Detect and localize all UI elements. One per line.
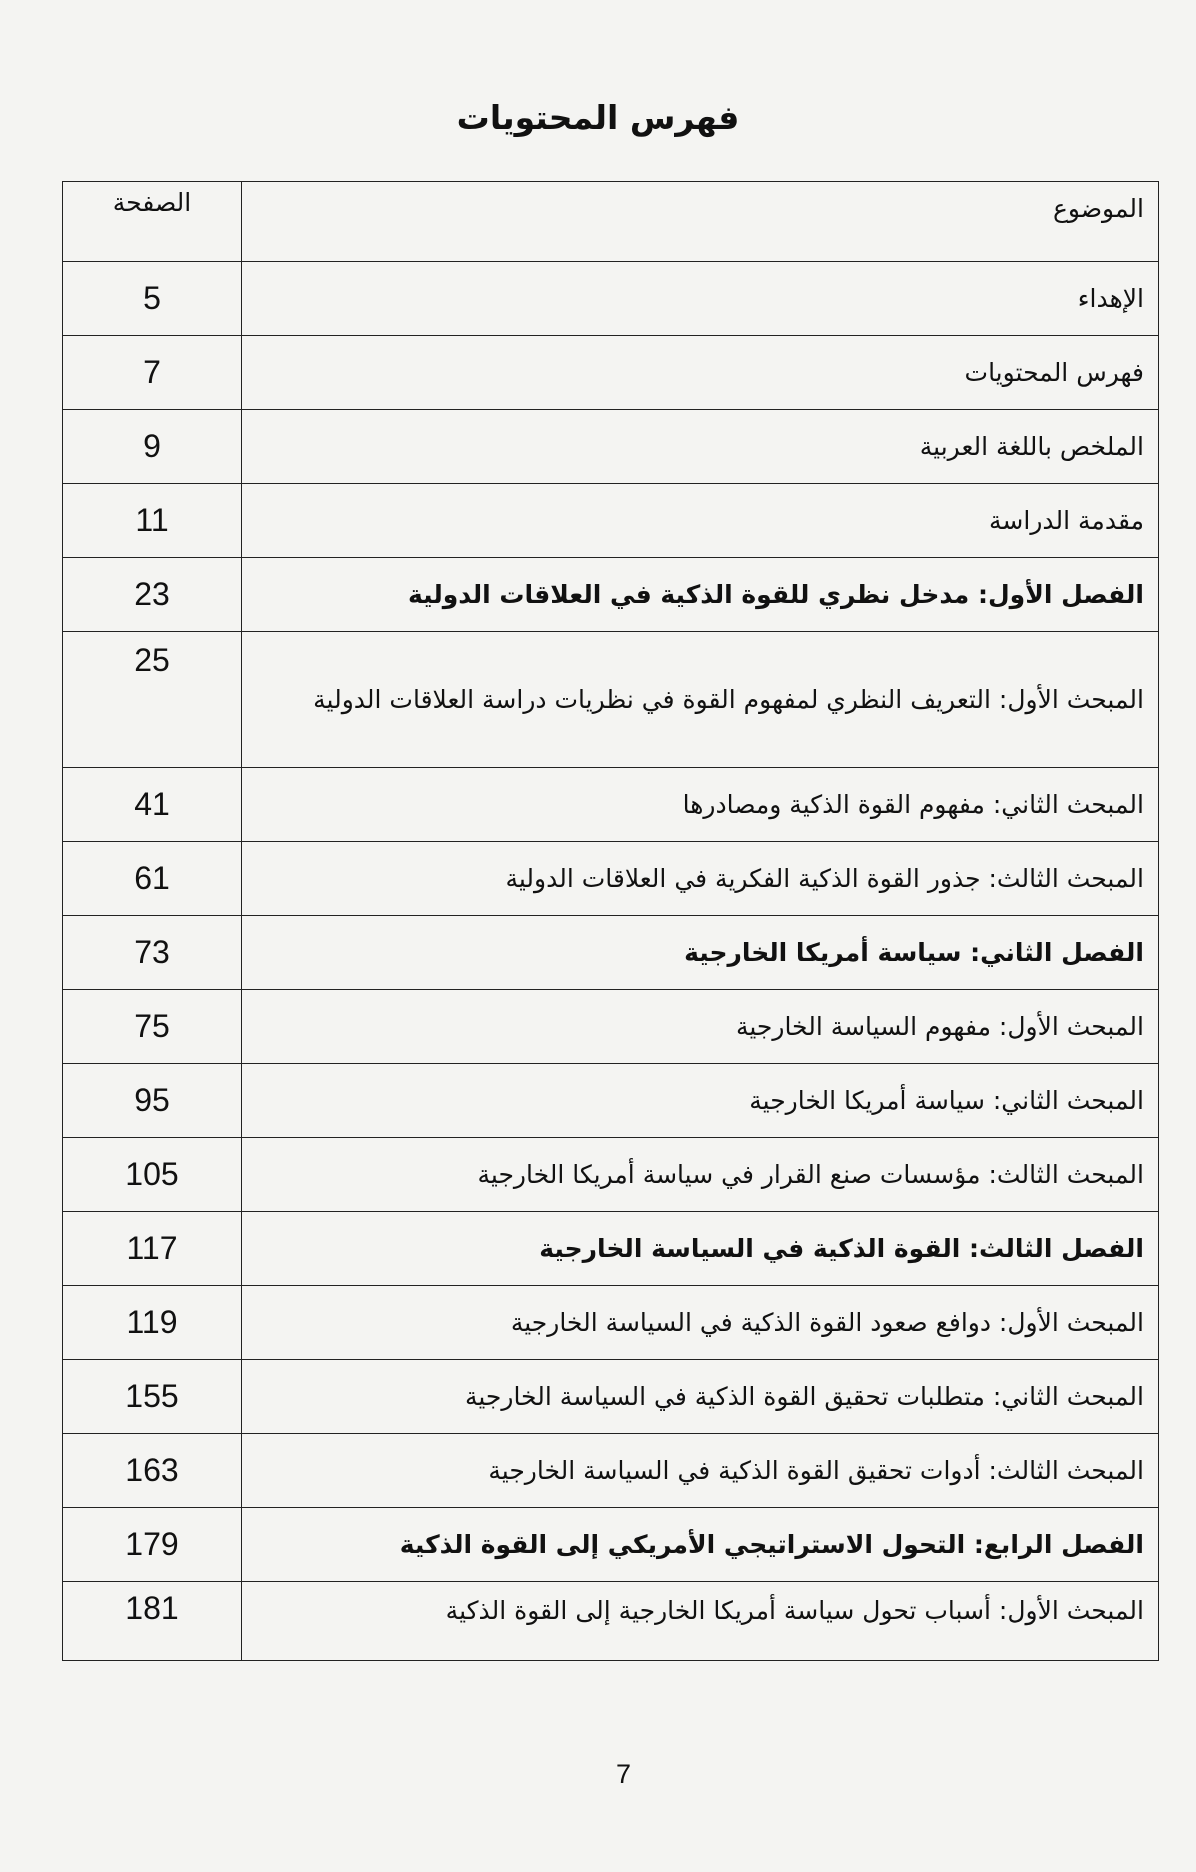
toc-row [63,1434,1159,1508]
toc-chapter-row [63,558,1159,632]
toc-entry-topic: المبحث الأول: أسباب تحول سياسة أمريكا الخارجية إلى القوة الذكية [242,1582,1159,1661]
toc-entry-page: 117 [63,1212,242,1286]
toc-row [63,262,1159,336]
toc-entry-page: 119 [63,1286,242,1360]
toc-entry-page: 41 [63,768,242,842]
toc-entry-page: 181 [63,1582,242,1661]
toc-entry-page: 7 [63,336,242,410]
toc-row [63,1138,1159,1212]
page-title: فهرس المحتويات [456,98,740,137]
toc-chapter-topic: الفصل الأول: مدخل نظري للقوة الذكية في العلاقات الدولية [242,558,1159,632]
toc-entry-page: 155 [63,1360,242,1434]
page-column-header: الصفحة [63,182,242,262]
toc-entry-topic: المبحث الثالث: أدوات تحقيق القوة الذكية في السياسة الخارجية [242,1434,1159,1508]
toc-row [63,410,1159,484]
toc-chapter-topic: الفصل الثالث: القوة الذكية في السياسة الخارجية [242,1212,1159,1286]
toc-entry-topic: الملخص باللغة العربية [242,410,1159,484]
toc-chapter-row [63,1508,1159,1582]
toc-chapter-topic: الفصل الثاني: سياسة أمريكا الخارجية [242,916,1159,990]
toc-row [63,336,1159,410]
toc-row [63,990,1159,1064]
toc-entry-topic: المبحث الأول: مفهوم السياسة الخارجية [242,990,1159,1064]
toc-row [63,768,1159,842]
toc-entry-topic: المبحث الثالث: مؤسسات صنع القرار في سياسة أمريكا الخارجية [242,1138,1159,1212]
toc-entry-topic: المبحث الثالث: جذور القوة الذكية الفكرية في العلاقات الدولية [242,842,1159,916]
toc-header-row [63,182,1159,262]
toc-entry-page: 23 [63,558,242,632]
toc-entry-topic: المبحث الأول: دوافع صعود القوة الذكية في السياسة الخارجية [242,1286,1159,1360]
toc-entry-topic: الإهداء [242,262,1159,336]
toc-entry-page: 25 [63,632,242,768]
toc-row [63,632,1159,768]
toc-entry-topic: المبحث الأول: التعريف النظري لمفهوم القوة في نظريات دراسة العلاقات الدولية [242,632,1159,768]
toc-entry-topic: مقدمة الدراسة [242,484,1159,558]
toc-row [63,1582,1159,1661]
toc-entry-page: 163 [63,1434,242,1508]
toc-entry-topic: المبحث الثاني: متطلبات تحقيق القوة الذكية في السياسة الخارجية [242,1360,1159,1434]
topic-column-header: الموضوع [242,182,1159,262]
toc-entry-topic: فهرس المحتويات [242,336,1159,410]
toc-row [63,842,1159,916]
toc-entry-page: 61 [63,842,242,916]
toc-entry-page: 9 [63,410,242,484]
toc-row [63,1064,1159,1138]
toc-entry-topic: المبحث الثاني: سياسة أمريكا الخارجية [242,1064,1159,1138]
toc-entry-topic: المبحث الثاني: مفهوم القوة الذكية ومصادرها [242,768,1159,842]
toc-entry-page: 73 [63,916,242,990]
toc-row [63,1286,1159,1360]
toc-entry-page: 11 [63,484,242,558]
toc-row [63,484,1159,558]
table-of-contents [62,181,1159,1661]
toc-row [63,1360,1159,1434]
toc-entry-page: 95 [63,1064,242,1138]
toc-chapter-row [63,916,1159,990]
toc-entry-page: 5 [63,262,242,336]
toc-entry-page: 179 [63,1508,242,1582]
toc-entry-page: 105 [63,1138,242,1212]
toc-entry-page: 75 [63,990,242,1064]
page-number: 7 [615,1759,632,1789]
toc-chapter-topic: الفصل الرابع: التحول الاستراتيجي الأمريكي إلى القوة الذكية [242,1508,1159,1582]
toc-chapter-row [63,1212,1159,1286]
